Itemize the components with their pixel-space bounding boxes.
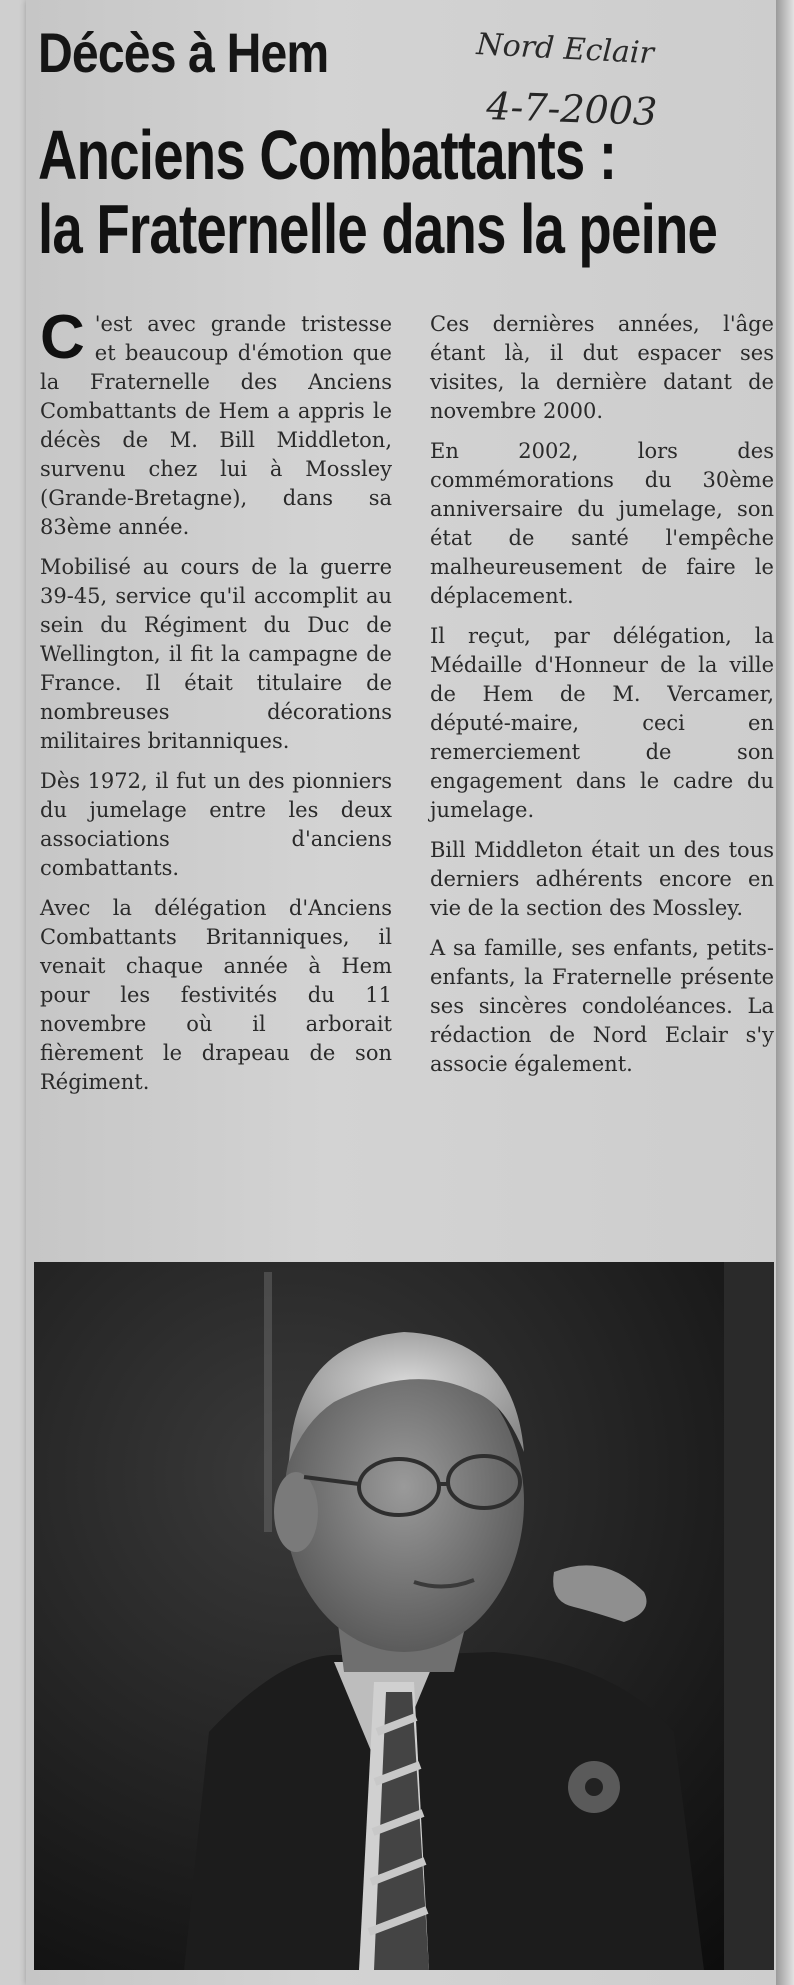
headline-line-1: Anciens Combattants : xyxy=(38,116,617,194)
paragraph-1 xyxy=(40,303,392,542)
paragraph-3: Dès 1972, il fut un des pionniers du jumelage entre les deux associations d'anciens combattants. xyxy=(40,769,392,880)
article-column-right xyxy=(430,310,774,1090)
paragraph-4: Avec la délégation d'Anciens Combattants Britanniques, il venait chaque année à Hem pour les festivités du 11 novembre où il arborait fièrement le drapeau de son Régiment. xyxy=(40,896,392,1094)
article-column-left xyxy=(40,303,392,1108)
paragraph-2: Mobilisé au cours de la guerre 39-45, service qu'il accomplit au sein du Régiment du Duc de Wellington, il fit la campagne de France. Il était titulaire de nombreuses décorations militaires britanniques. xyxy=(40,555,392,753)
headline-line-2: la Fraternelle dans la peine xyxy=(38,190,718,268)
paragraph-9: A sa famille, ses enfants, petits-enfants, la Fraternelle présente ses sincères condoléances. La rédaction de Nord Eclair s'y associe également. xyxy=(430,936,774,1076)
kicker-title: Décès à Hem xyxy=(38,21,329,84)
portrait-illustration xyxy=(34,1262,774,1970)
paragraph-6: En 2002, lors des commémorations du 30ème anniversaire du jumelage, son état de santé l'empêche malheureusement de faire le déplacement. xyxy=(430,439,774,608)
drop-cap: C xyxy=(40,303,85,372)
handwritten-source: Nord Eclair xyxy=(475,27,655,72)
paragraph-1-text: 'est avec grande tristesse et beaucoup d'émotion que la Fraternelle des Anciens Combattants de Hem a appris le décès de M. Bill Middleton, survenu chez lui à Mossley (Grande-Bretagne), dans sa 83ème année. xyxy=(40,312,392,539)
portrait-photo xyxy=(34,1262,774,1970)
newspaper-clipping xyxy=(26,0,776,1985)
paragraph-8: Bill Middleton était un des tous derniers adhérents encore en vie de la section des Mossley. xyxy=(430,838,774,920)
handwritten-date: 4-7-2003 xyxy=(485,84,658,134)
page-edge xyxy=(776,0,794,1985)
headline xyxy=(38,118,717,266)
paragraph-5: Ces dernières années, l'âge étant là, il dut espacer ses visites, la dernière datant de novembre 2000. xyxy=(430,312,774,423)
paragraph-7: Il reçut, par délégation, la Médaille d'Honneur de la ville de Hem de M. Vercamer, député-maire, ceci en remerciement de son engagement dans le cadre du jumelage. xyxy=(430,624,774,822)
